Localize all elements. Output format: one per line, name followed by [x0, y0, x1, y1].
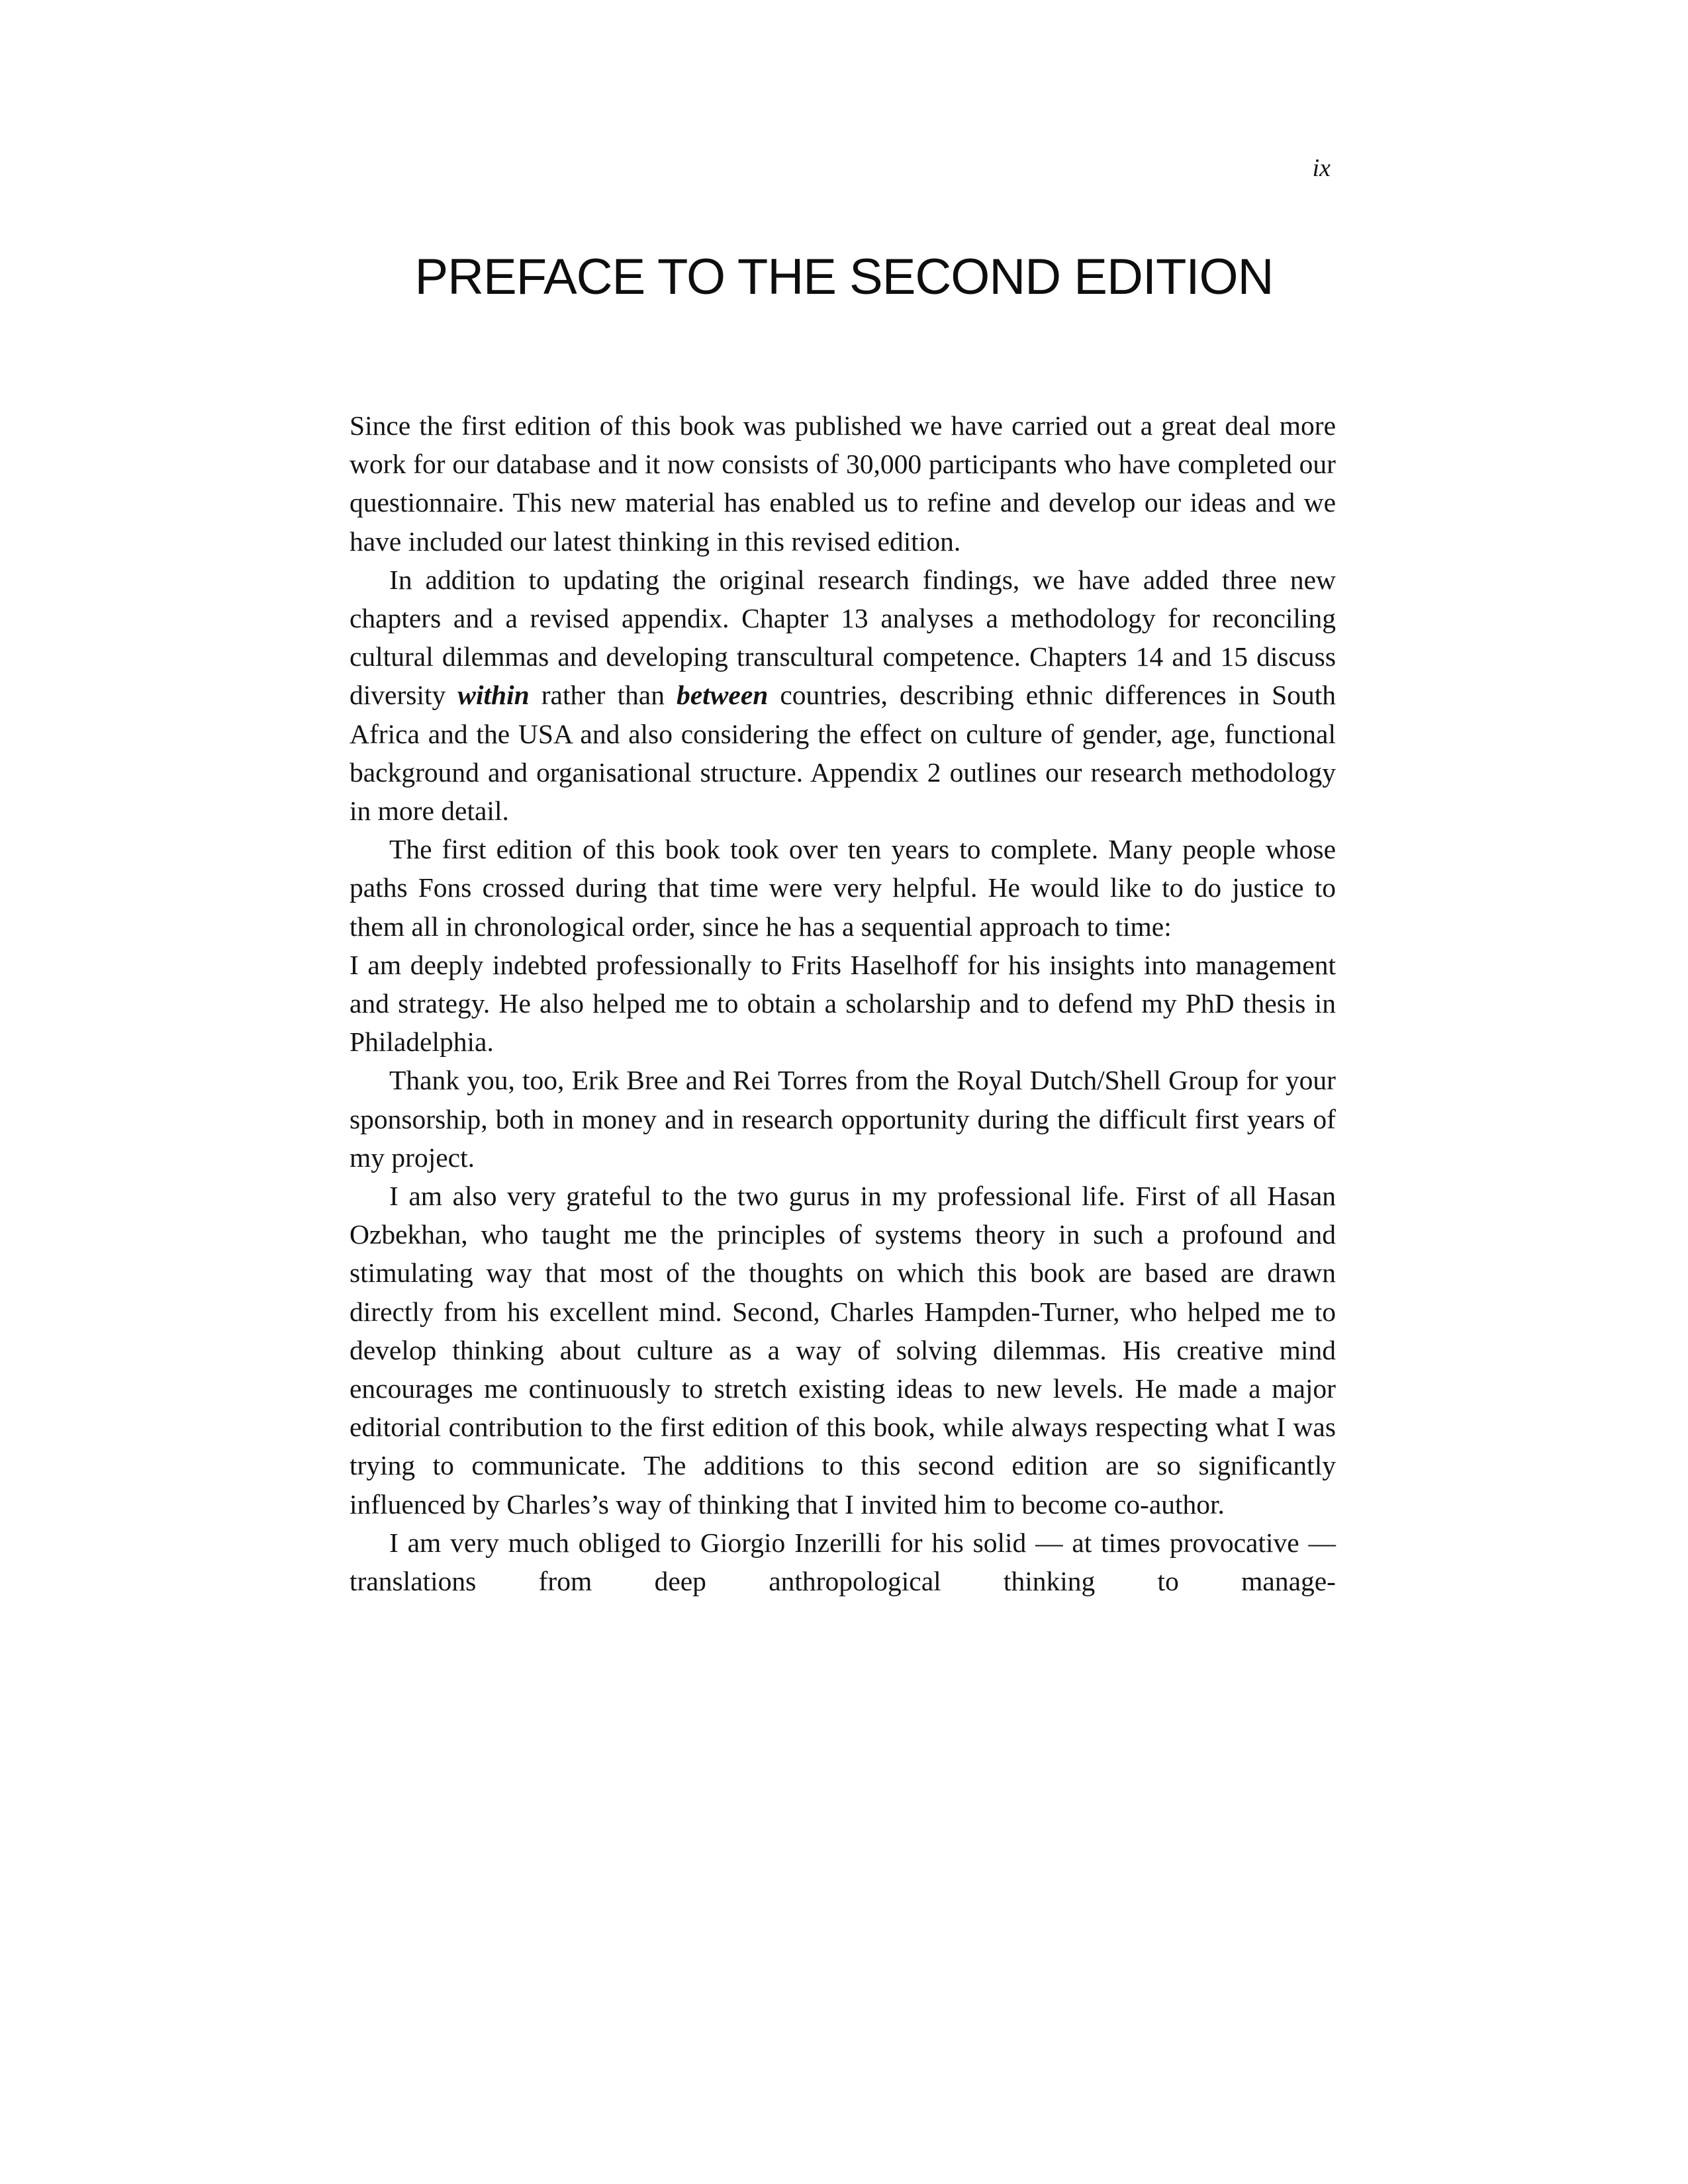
paragraph-haselhoff: I am deeply indebted professionally to Frits Haselhoff for his insights into management and strategy. He also helped me to obtain a scholarship and to defend my PhD thesis in Philadelphia.	[350, 949, 1336, 1058]
paragraph-text: In addition to updating the original research findings, we have added three new chapters and a revised appendix. Chapter 13 analyses a methodology for reconciling cultural dilemmas and developing transcultural competence. Chapters 14 and 15 discuss diversity	[350, 564, 1336, 711]
paragraph-gurus: I am also very grateful to the two gurus in my professional life. First of all Hasan Ozbekhan, who taught me the principles of systems theory in such a profound and stimulating way that most of the thoughts on which this book are based are drawn directly from his excellent mind. Second, Charles Hampden-Turner, who helped me to develop thinking about culture as a way of solving dilemmas. His creative mind encourages me continuously to stretch existing ideas to new levels. He made a major editorial contribution to the first edition of this book, while always respecting what I was trying to communicate. The additions to this second edition are so significantly influenced by Charles’s way of thinking that I invited him to become co-author.	[350, 1181, 1336, 1520]
emphasis-within: within	[457, 680, 530, 711]
paragraph-text: countries, describing ethnic differences in South Africa and the USA and also considering the effect on culture of gender, age, functional background and organisational structure. Appendix 2 outlines our research methodology in more detail.	[350, 680, 1336, 827]
paragraph-text: rather than	[529, 680, 677, 711]
emphasis-between: between	[677, 680, 769, 711]
paragraph-new-chapters	[350, 561, 1336, 830]
preface-body	[350, 406, 1336, 1600]
page-number: ix	[1312, 154, 1331, 182]
paragraph-database: Since the first edition of this book was published we have carried out a great deal more work for our database and it now consists of 30,000 participants who have completed our questionnaire. This new material has enabled us to refine and develop our ideas and we have included our latest thinking in this revised edition.	[350, 410, 1336, 557]
paragraph-shell: Thank you, too, Erik Bree and Rei Torres from the Royal Dutch/Shell Group for your sponsorship, both in money and in research opportunity during the difficult first years of my project.	[350, 1065, 1336, 1173]
page-title: PREFACE TO THE SECOND EDITION	[414, 249, 1274, 305]
paragraph-inzerilli: I am very much obliged to Giorgio Inzerilli for his solid — at times provocative — translations from deep anthropological thinking to manage-	[350, 1527, 1336, 1597]
paragraph-first-edition: The first edition of this book took over ten years to complete. Many people whose paths Fons crossed during that time were very helpful. He would like to do justice to them all in chronological order, since he has a sequential approach to time:	[350, 834, 1336, 942]
